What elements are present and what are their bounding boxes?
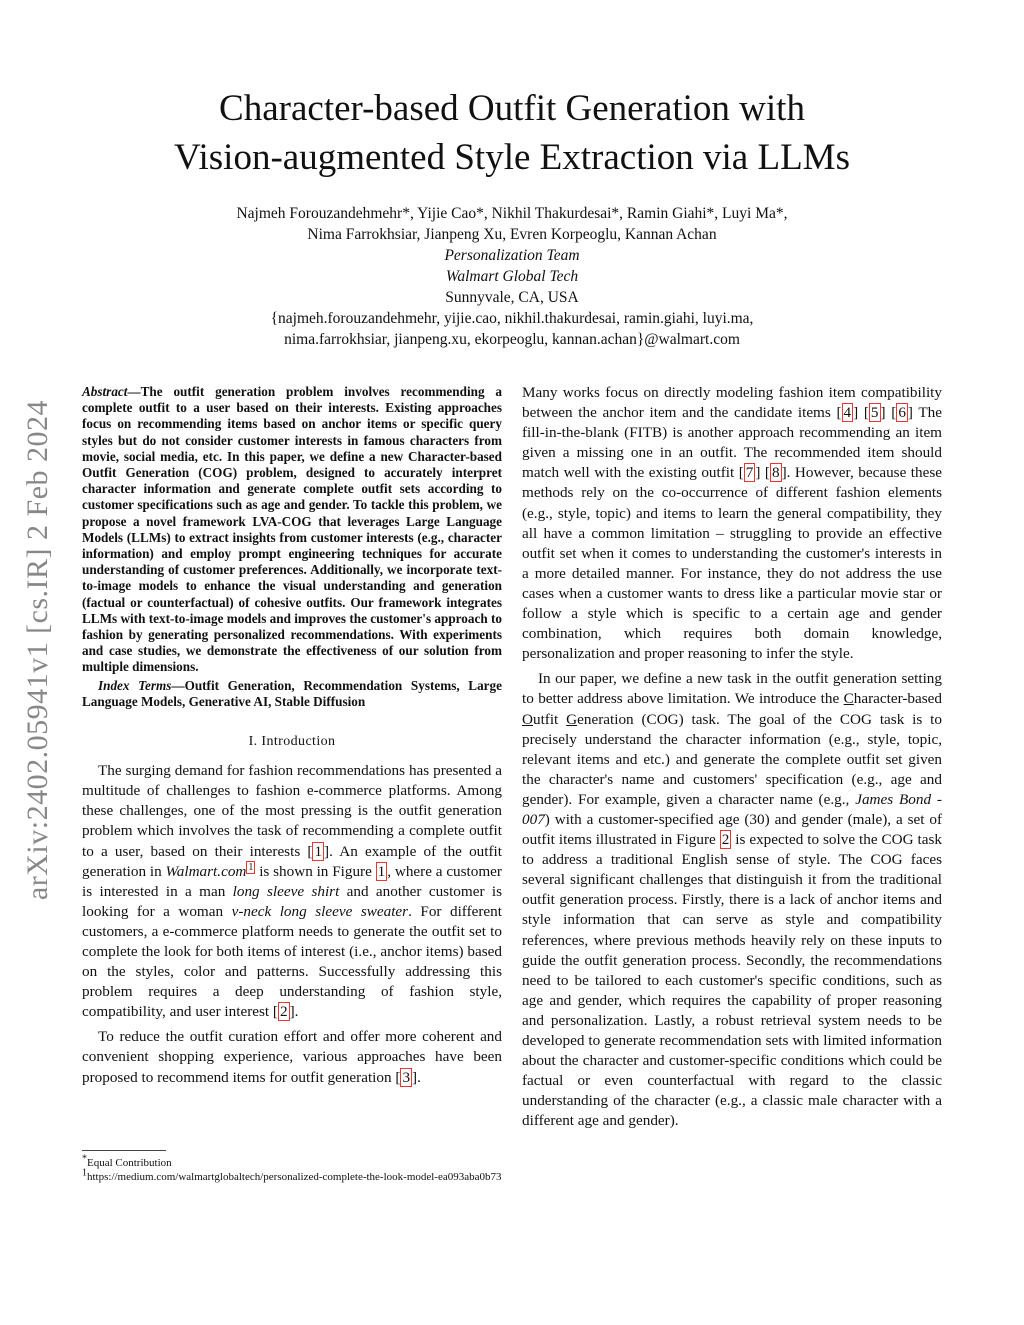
emails-line-1: {najmeh.forouzandehmehr, yijie.cao, nikhil.thakurdesai, ramin.giahi, luyi.ma, <box>270 310 754 327</box>
authors-line-1: Najmeh Forouzandehmehr*, Yijie Cao*, Nikhil Thakurdesai*, Ramin Giahi*, Luyi Ma*, <box>236 205 788 222</box>
title-line-1: Character-based Outfit Generation with <box>219 88 805 129</box>
citation-link[interactable]: 6 <box>898 404 906 422</box>
citation-link[interactable]: 7 <box>745 464 754 482</box>
citation-link[interactable]: 3 <box>402 1068 411 1086</box>
index-terms-text: —Outfit Generation, Recommendation Systems, Large Language Models, Generative AI, Stable Diffusion <box>82 677 502 709</box>
footnote-link[interactable]: 1 <box>248 861 254 873</box>
citation-link[interactable]: 4 <box>843 404 852 422</box>
arxiv-identifier-text: arXiv:2402.05941v1 [cs.IR] 2 Feb 2024 <box>21 399 54 901</box>
abstract <box>82 384 502 676</box>
right-column <box>522 383 942 1131</box>
figure-link[interactable]: 2 <box>721 831 730 849</box>
title-line-2: Vision-augmented Style Extraction via LLMs <box>174 137 850 178</box>
paper-title <box>0 84 1024 182</box>
citation-link[interactable]: 8 <box>771 464 780 482</box>
affiliation-location: Sunnyvale, CA, USA <box>445 289 579 306</box>
authors-line-2: Nima Farrokhsiar, Jianpeng Xu, Evren Korpeoglu, Kannan Achan <box>307 226 717 243</box>
abstract-text: —The outfit generation problem involves recommending a complete outfit to a user based on their interests. Existing approaches focus on recommending items based on anchor items or specific query styles but do not consider customer interests in famous characters from movie, social media, etc. In this paper, we define a new Character-based Outfit Generation (COG) problem, designed to accurately interpret character information and generate complete outfit sets according to customer specifications such as age and gender. To tackle this problem, we propose a novel framework LVA-COG that leverages Large Language Models (LLMs) to extract insights from customer interests (e.g., character information) and employ prompt engineering techniques for accurate understanding of customer preferences. Additionally, we incorporate text-to-image models to enhance the visual understanding and generation (factual or counterfactual) of cohesive outfits. Our framework integrates LLMs with text-to-image models and improves the customer's approach to fashion by generating personalized recommendations. With experiments and case studies, we demonstrate the effectiveness of our solution from multiple dimensions. <box>82 384 502 675</box>
citation-link[interactable]: 5 <box>870 404 879 422</box>
right-paragraph-2: In our paper, we define a new task in the outfit generation setting to better address above limitation. We introduce the Character-based Outfit Generation (COG) task. The goal of the COG task is to precisely understand the character information (e.g., style, topic, relevant items and etc.) and generate the complete outfit set given the character's name and customers' specification (e.g., age and gender). For example, given a character name (e.g., James Bond - 007) with a customer-specified age (30) and gender (male), a set of outfit items illustrated in Figure 2 is expected to solve the COG task to address a traditional English sense of style. The COG faces several significant challenges that distinguish it from the traditional outfit generation process. Firstly, there is a lack of anchor items and style information that can serve as style and compatibility references, where previous methods heavily rely on these inputs to guide the outfit generation process. Secondly, the recommendations need to be tailored to each customer's specific conditions, such as age and gender, which requires the capability of proper reasoning and personalization. Lastly, a robust retrieval system needs to be developed to generate recommendation sets with limited information about the character and customer-specific conditions which could be factual or even counterfactual with regard to the classic understanding of the character (e.g., a classic male character with a different age and gender). <box>522 670 942 1130</box>
citation-link[interactable]: 1 <box>314 842 323 860</box>
figure-link[interactable]: 1 <box>377 862 386 880</box>
section-heading-introduction: I. Introduction <box>248 734 336 750</box>
index-terms <box>82 678 502 710</box>
index-terms-lead: Index Terms <box>98 677 172 693</box>
intro-paragraph-2: To reduce the outfit curation effort and offer more coherent and convenient shopping experience, various approaches have been proposed to recommend items for outfit generation [ 3 ]. <box>82 1028 502 1086</box>
footnotes <box>82 1153 502 1184</box>
affiliation-team: Personalization Team <box>444 247 580 264</box>
footnote-equal-contribution: *Equal Contribution <box>82 1153 172 1169</box>
walmart-reference: Walmart.com <box>165 862 247 880</box>
author-block <box>0 203 1024 350</box>
footnote-url: 1https://medium.com/walmartglobaltech/personalized-complete-the-look-model-ea093aba0b73 <box>82 1167 502 1183</box>
left-column <box>82 384 502 1088</box>
abstract-lead: Abstract <box>82 384 128 399</box>
emails-line-2: nima.farrokhsiar, jianpeng.xu, ekorpeoglu, kannan.achan}@walmart.com <box>284 331 740 348</box>
affiliation-org: Walmart Global Tech <box>445 268 579 285</box>
citation-link[interactable]: 2 <box>279 1003 288 1021</box>
intro-paragraph-1: The surging demand for fashion recommendations has presented a multitude of challenges to fashion e-commerce platforms. Among these challenges, one of the most pressing is the outfit generation problem which involves the task of recommending a complete outfit to a user, based on their interests [ 1 ]. An example of the outfit generation in Walmart.com $^1$ is shown in Figure 1 , where a customer is interested in a man long sleeve shirt and another customer is looking for a woman v-neck long sleeve sweater. For different customers, a e-commerce platform needs to generate the outfit set to complete the look for both items of interest (i.e., anchor items) based on the styles, color and patterns. Successfully addressing this problem requires a deep understanding of fashion style, compatibility, and user interest [ 2 ]. <box>82 762 502 1021</box>
footnote-rule <box>82 1150 166 1151</box>
right-paragraph-1: Many works focus on directly modeling fashion item compatibility between the anchor item and the candidate items [ 4 ] [ 5 ] [ 6 ] The fill-in-the-blank (FITB) is another approach recommending an item given a missing one in an outfit. The recommended item should match well with the existing outfit [ 7 ] [ 8 ]. However, because these methods rely on the co-occurrence of different fashion elements (e.g., style, topic) and items to learn the general compatibility, they all have a common limitation – struggling to provide an effective outfit set when it comes to understanding the customer's interests in a more detailed manner. For instance, they do not address the use cases when a customer wants to dress like a particular movie star or follow a style which is specific to a certain age and gender combination, which requires both domain knowledge, personalization and proper reasoning to infer the style. <box>522 384 943 663</box>
